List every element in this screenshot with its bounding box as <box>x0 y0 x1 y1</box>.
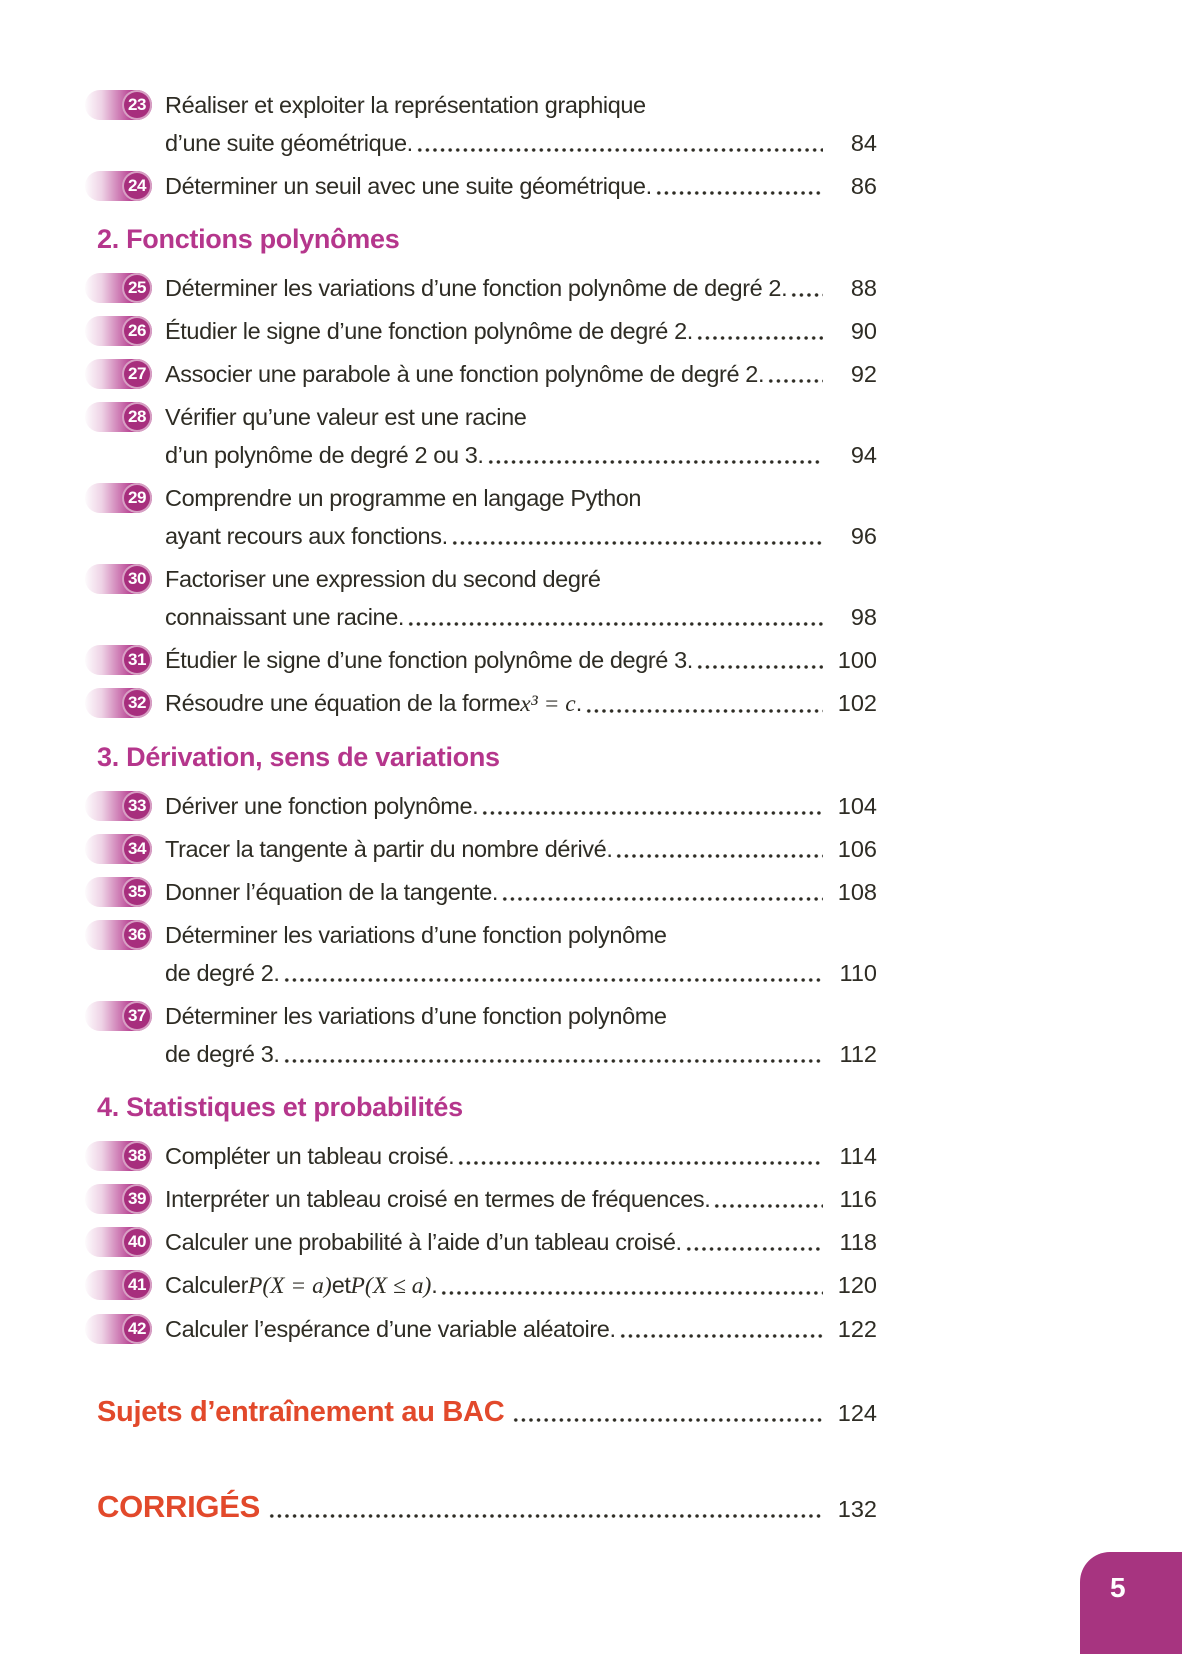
dot-leader <box>512 1392 823 1432</box>
item-title: Réaliser et exploiter la représentation graphique <box>165 92 646 118</box>
item-title-line2: de degré 2. <box>165 960 280 986</box>
item-number: 37 <box>122 1001 152 1031</box>
item-title: Associer une parabole à une fonction polynôme de degré 2. <box>165 361 765 387</box>
item-title: Étudier le signe d’une fonction polynôme de degré 3. <box>165 647 693 673</box>
item-page-number: 84 <box>850 130 877 156</box>
item-number-badge <box>85 1184 152 1214</box>
badge-column <box>85 269 165 307</box>
item-title-line2: d’une suite géométrique. <box>165 130 413 156</box>
dot-leader <box>685 1223 823 1261</box>
page-number-tab <box>1080 1552 1182 1654</box>
item-number: 31 <box>122 645 152 675</box>
item-number-badge <box>85 1001 152 1031</box>
dot-leader <box>655 167 823 205</box>
toc-item <box>85 398 877 474</box>
item-page-number: 116 <box>839 1186 877 1212</box>
item-title: Résoudre une équation de la forme <box>165 690 521 716</box>
badge-column <box>85 641 165 679</box>
item-number-badge <box>85 316 152 346</box>
item-number-badge <box>85 1270 152 1300</box>
corriges-row <box>97 1486 877 1528</box>
bac-training-row <box>97 1392 877 1432</box>
dot-leader <box>713 1180 823 1218</box>
item-page-number: 96 <box>850 523 877 549</box>
item-entry <box>165 1266 877 1305</box>
item-number: 36 <box>122 920 152 950</box>
section-heading-4: 4. Statistiques et probabilités <box>97 1092 463 1122</box>
item-number: 26 <box>122 316 152 346</box>
item-title: Tracer la tangente à partir du nombre dérivé. <box>165 836 613 862</box>
bac-page-number: 124 <box>837 1400 877 1426</box>
item-entry <box>165 560 877 636</box>
item-number-badge <box>85 688 152 718</box>
item-number: 23 <box>122 90 152 120</box>
item-number-badge <box>85 171 152 201</box>
item-number-badge <box>85 90 152 120</box>
item-page-number: 112 <box>839 1041 877 1067</box>
item-entry <box>165 398 877 474</box>
item-entry <box>165 479 877 555</box>
item-title: Calculer une probabilité à l’aide d’un tableau croisé. <box>165 1229 682 1255</box>
badge-column <box>85 1180 165 1218</box>
item-entry <box>165 641 877 679</box>
item-entry <box>165 355 877 393</box>
badge-column <box>85 1310 165 1348</box>
item-number: 29 <box>122 483 152 513</box>
item-title: Calculer <box>165 1272 248 1298</box>
item-number: 27 <box>122 359 152 389</box>
toc-item <box>85 830 877 868</box>
dot-leader <box>407 598 823 636</box>
item-number: 30 <box>122 564 152 594</box>
page-number: 5 <box>1110 1572 1126 1603</box>
item-title: Donner l’équation de la tangente. <box>165 879 499 905</box>
item-number: 42 <box>122 1314 152 1344</box>
toc-item <box>85 1266 877 1305</box>
item-number: 39 <box>122 1184 152 1214</box>
badge-column <box>85 312 165 350</box>
item-title: Calculer l’espérance d’une variable aléatoire. <box>165 1316 616 1342</box>
item-number: 38 <box>122 1141 152 1171</box>
item-page-number: 104 <box>837 793 877 819</box>
item-number-badge <box>85 834 152 864</box>
item-title: Interpréter un tableau croisé en termes de fréquences. <box>165 1186 711 1212</box>
toc-item <box>85 312 877 350</box>
item-number-badge <box>85 402 152 432</box>
dot-leader <box>487 436 823 474</box>
badge-column <box>85 355 165 393</box>
item-entry <box>165 787 877 825</box>
toc-item <box>85 787 877 825</box>
item-entry <box>165 1223 877 1261</box>
item-number-badge <box>85 791 152 821</box>
dot-leader <box>283 1035 824 1073</box>
badge-column <box>85 479 165 555</box>
dot-leader <box>790 269 823 307</box>
item-title-line2: ayant recours aux fonctions. <box>165 523 448 549</box>
item-entry <box>165 312 877 350</box>
item-title: Comprendre un programme en langage Python <box>165 485 642 511</box>
item-number: 40 <box>122 1227 152 1257</box>
item-number-badge <box>85 273 152 303</box>
badge-column <box>85 560 165 636</box>
item-page-number: 86 <box>850 173 877 199</box>
item-entry <box>165 1180 877 1218</box>
math-expression: x³ = c <box>520 691 576 717</box>
item-page-number: 98 <box>850 604 877 630</box>
dot-leader <box>481 787 823 825</box>
toc-item <box>85 997 877 1073</box>
item-number: 28 <box>122 402 152 432</box>
item-number: 35 <box>122 877 152 907</box>
item-page-number: 94 <box>850 442 877 468</box>
badge-column <box>85 1223 165 1261</box>
dot-leader <box>416 124 823 162</box>
item-page-number: 92 <box>850 361 877 387</box>
item-number-badge <box>85 359 152 389</box>
badge-column <box>85 916 165 992</box>
toc-item <box>85 269 877 307</box>
item-entry <box>165 1137 877 1175</box>
item-entry <box>165 86 877 162</box>
item-number: 24 <box>122 171 152 201</box>
toc-item <box>85 1180 877 1218</box>
item-page-number: 114 <box>839 1143 877 1169</box>
item-entry <box>165 830 877 868</box>
toc-item <box>85 873 877 911</box>
item-entry <box>165 916 877 992</box>
badge-column <box>85 830 165 868</box>
item-page-number: 110 <box>839 960 877 986</box>
toc-item <box>85 86 877 162</box>
toc-item <box>85 916 877 992</box>
item-number-badge <box>85 1314 152 1344</box>
dot-leader <box>283 954 824 992</box>
badge-column <box>85 398 165 474</box>
corriges-page-number: 132 <box>837 1496 877 1522</box>
toc-item <box>85 1223 877 1261</box>
item-page-number: 88 <box>850 275 877 301</box>
toc-item <box>85 355 877 393</box>
item-page-number: 90 <box>850 318 877 344</box>
item-number-badge <box>85 1141 152 1171</box>
item-page-number: 102 <box>837 690 877 716</box>
item-number: 34 <box>122 834 152 864</box>
toc-item <box>85 167 877 205</box>
item-page-number: 122 <box>837 1316 877 1342</box>
item-number-badge <box>85 564 152 594</box>
item-number-badge <box>85 920 152 950</box>
dot-leader <box>619 1310 823 1348</box>
corriges-heading: CORRIGÉS <box>97 1489 260 1524</box>
table-of-contents <box>85 86 877 1528</box>
item-title: Factoriser une expression du second degré <box>165 566 601 592</box>
item-entry <box>165 684 877 723</box>
toc-item <box>85 1310 877 1348</box>
item-title: Déterminer les variations d’une fonction polynôme <box>165 922 667 948</box>
dot-leader <box>696 312 823 350</box>
section-heading-3: 3. Dérivation, sens de variations <box>97 742 500 772</box>
badge-column <box>85 167 165 205</box>
dot-leader <box>767 355 823 393</box>
item-page-number: 118 <box>839 1229 877 1255</box>
item-number-badge <box>85 877 152 907</box>
dot-leader <box>440 1266 823 1305</box>
item-number: 25 <box>122 273 152 303</box>
toc-item <box>85 1137 877 1175</box>
badge-column <box>85 997 165 1073</box>
item-entry <box>165 269 877 307</box>
item-number-badge <box>85 483 152 513</box>
item-title-line2: connaissant une racine. <box>165 604 405 630</box>
badge-column <box>85 1137 165 1175</box>
item-title: Dériver une fonction polynôme. <box>165 793 479 819</box>
dot-leader <box>501 873 823 911</box>
dot-leader <box>457 1137 823 1175</box>
dot-leader <box>615 830 823 868</box>
toc-item <box>85 560 877 636</box>
item-title-line2: de degré 3. <box>165 1041 280 1067</box>
item-entry <box>165 1310 877 1348</box>
item-entry <box>165 997 877 1073</box>
toc-item <box>85 479 877 555</box>
badge-column <box>85 86 165 162</box>
item-title: Étudier le signe d’une fonction polynôme de degré 2. <box>165 318 693 344</box>
item-title: Déterminer les variations d’une fonction polynôme de degré 2. <box>165 275 788 301</box>
math-expression: P(X ≤ a) <box>350 1273 432 1299</box>
dot-leader <box>696 641 823 679</box>
badge-column <box>85 684 165 723</box>
dot-leader <box>451 517 823 555</box>
item-page-number: 106 <box>837 836 877 862</box>
item-title-suffix: . <box>431 1272 438 1298</box>
dot-leader <box>585 684 823 723</box>
item-title: Déterminer les variations d’une fonction polynôme <box>165 1003 667 1029</box>
item-title: Compléter un tableau croisé. <box>165 1143 455 1169</box>
math-expression: P(X = a) <box>248 1273 332 1299</box>
item-entry <box>165 167 877 205</box>
bac-training-heading: Sujets d’entraînement au BAC <box>97 1396 505 1428</box>
badge-column <box>85 873 165 911</box>
toc-item <box>85 684 877 723</box>
item-number: 33 <box>122 791 152 821</box>
item-title-line2: d’un polynôme de degré 2 ou 3. <box>165 442 484 468</box>
item-title-suffix: . <box>575 690 582 716</box>
item-number: 41 <box>122 1270 152 1300</box>
toc-item <box>85 641 877 679</box>
item-title: Vérifier qu’une valeur est une racine <box>165 404 527 430</box>
item-entry <box>165 873 877 911</box>
item-title: Déterminer un seuil avec une suite géométrique. <box>165 173 652 199</box>
section-heading-2: 2. Fonctions polynômes <box>97 224 400 254</box>
item-page-number: 100 <box>837 647 877 673</box>
dot-leader <box>268 1486 823 1528</box>
item-number: 32 <box>122 688 152 718</box>
item-number-badge <box>85 1227 152 1257</box>
badge-column <box>85 787 165 825</box>
badge-column <box>85 1266 165 1305</box>
item-page-number: 120 <box>837 1272 877 1298</box>
item-title-mid: et <box>331 1272 351 1298</box>
item-page-number: 108 <box>837 879 877 905</box>
item-number-badge <box>85 645 152 675</box>
